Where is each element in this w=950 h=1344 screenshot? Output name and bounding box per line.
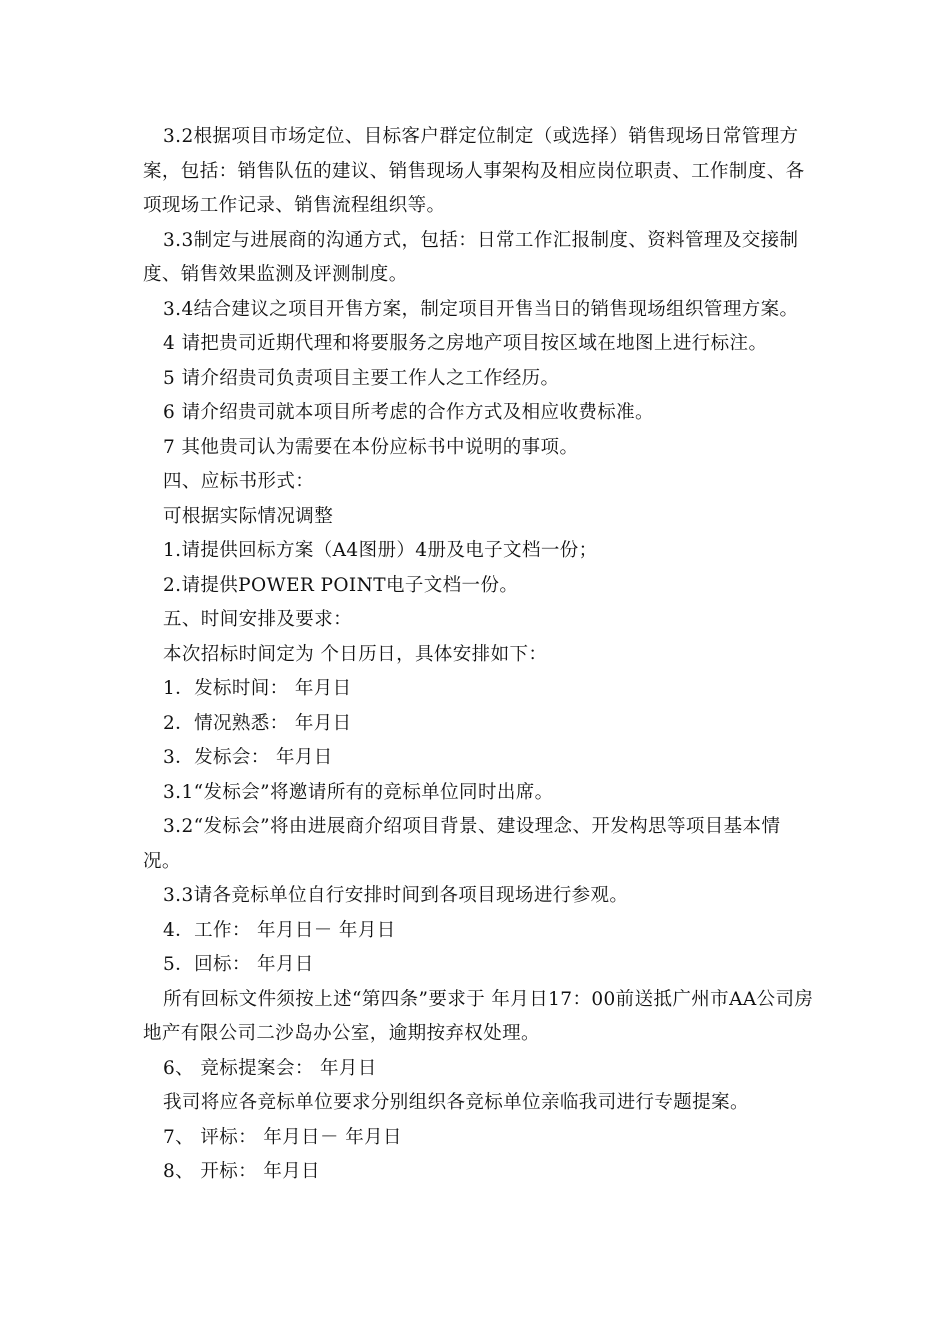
paragraph-3-3-communication: 3.3制定与进展商的沟通方式，包括：日常工作汇报制度、资料管理及交接制度、销售效果监测及评测制度。 — [143, 229, 799, 285]
schedule-item-7: 7、 评标： 年月日－ 年月日 — [163, 1126, 402, 1148]
schedule-item-6: 6、 竞标提案会： 年月日 — [163, 1057, 377, 1079]
section-heading-bid-format: 四、应标书形式： — [163, 471, 315, 492]
paragraph-adjustable: 可根据实际情况调整 — [163, 505, 334, 527]
paragraph-submission-deadline: 所有回标文件须按上述“第四条”要求于 年月日17：00前送抵广州市AA公司房地产有限公司二沙岛办公室，逾期按弃权处理。 — [143, 988, 814, 1044]
schedule-item-2: 2．情况熟悉： 年月日 — [163, 712, 352, 734]
paragraph-format-1: 1.请提供回标方案（A4图册）4册及电子文档一份； — [163, 540, 598, 561]
paragraph-3-2-sales-plan: 3.2根据项目市场定位、目标客户群定位制定（或选择）销售现场日常管理方案，包括：销售队伍的建议、销售现场人事架构及相应岗位职责、工作制度、各项现场工作记录、销售流程组织等。 — [143, 126, 805, 216]
paragraph-7-other: 7 其他贵司认为需要在本份应标书中说明的事项。 — [163, 436, 579, 458]
paragraph-3-4-launch-plan: 3.4结合建议之项目开售方案，制定项目开售当日的销售现场组织管理方案。 — [163, 298, 799, 320]
paragraph-proposal-meeting: 我司将应各竞标单位要求分别组织各竞标单位亲临我司进行专题提案。 — [163, 1092, 749, 1113]
schedule-item-4: 4．工作： 年月日－ 年月日 — [163, 919, 396, 941]
paragraph-6-fees: 6 请介绍贵司就本项目所考虑的合作方式及相应收费标准。 — [163, 402, 654, 423]
schedule-item-5: 5．回标： 年月日 — [163, 954, 314, 975]
schedule-item-3-3: 3.3请各竞标单位自行安排时间到各项目现场进行参观。 — [163, 885, 629, 906]
document-body — [143, 120, 815, 1190]
schedule-item-8: 8、 开标： 年月日 — [163, 1161, 321, 1182]
paragraph-schedule-intro: 本次招标时间定为 个日历日，具体安排如下： — [163, 643, 548, 665]
schedule-item-3-1: 3.1“发标会”将邀请所有的竞标单位同时出席。 — [163, 781, 554, 803]
schedule-item-1: 1．发标时间： 年月日 — [163, 678, 352, 699]
schedule-item-3-2: 3.2“发标会”将由进展商介绍项目背景、建设理念、开发构思等项目基本情况。 — [143, 816, 781, 872]
paragraph-format-2: 2.请提供POWER POINT电子文档一份。 — [163, 574, 519, 596]
paragraph-4-map: 4 请把贵司近期代理和将要服务之房地产项目按区域在地图上进行标注。 — [163, 333, 768, 354]
paragraph-5-staff: 5 请介绍贵司负责项目主要工作人之工作经历。 — [163, 367, 560, 389]
schedule-item-3: 3．发标会： 年月日 — [163, 747, 333, 768]
section-heading-schedule: 五、时间安排及要求： — [163, 609, 353, 630]
